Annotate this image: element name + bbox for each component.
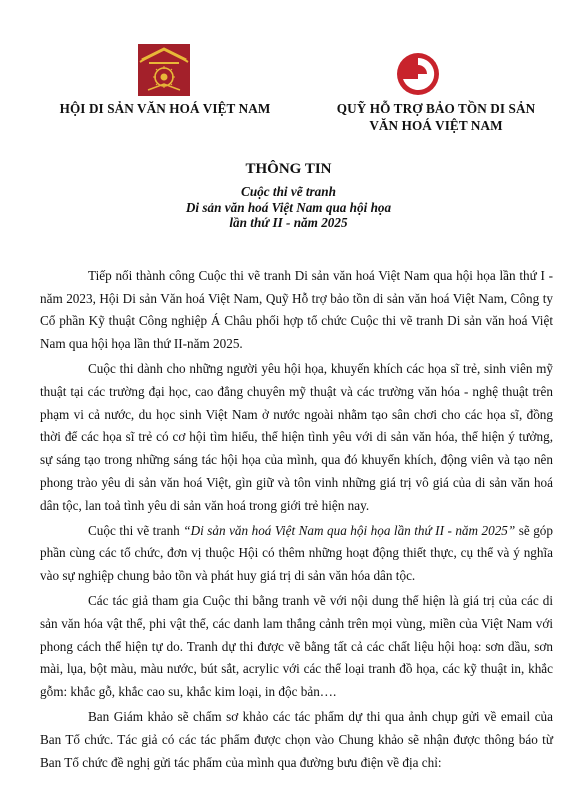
right-organization-line-2: VĂN HOÁ VIỆT NAM [369,118,503,133]
paragraph-1: Tiếp nối thành công Cuộc thi vẽ tranh Di sản văn hoá Việt Nam qua hội họa lần thứ I - năm 2023, Hội Di sản Văn hoá Việt Nam, Quỹ Hỗ trợ bảo tồn di sản văn hoá Việt Nam, Công ty Cổ phần Kỹ thuật Công nghiệp Á Châu phối hợp tổ chức Cuộc thi vẽ tranh Di sản văn hoá Việt Nam qua hội họa lần thứ II-năm 2025. [40,268,553,352]
contest-name-italic: “Di sản văn hoá Việt Nam qua hội họa lần thứ II - năm 2025” [183,522,516,538]
paragraph-3-start: Cuộc thi vẽ tranh [88,522,184,538]
document-title: THÔNG TIN [245,161,332,177]
paragraph-4: Các tác giả tham gia Cuộc thi bằng tranh vẽ với nội dung thể hiện là giá trị của các di sản văn hóa vật thể, phi vật thể, các danh lam thắng cảnh trên mọi vùng, miền của Việt Nam với phong cách thể hiện tự do. Tranh dự thi được vẽ bằng tất cả các chất liệu hội hoạ: sơn dầu, sơn mài, lụa, bột màu, màu nước, bút sắt, acrylic với các thể loại tranh đồ họa, các kỹ thuật in, khắc gỗm: khắc gỗ, khắc cao su, khắc kim loại, in độc bản…. [40,593,553,700]
left-organization-name: HỘI DI SẢN VĂN HOÁ VIỆT NAM [59,101,271,116]
document-subtitle [0,184,577,231]
paragraph-5: Ban Giám khảo sẽ chấm sơ khảo các tác phẩm dự thi qua ảnh chụp gửi về email của Ban Tổ chức. Tác giả có các tác phẩm được chọn vào Chung khảo sẽ nhận được thông báo từ Ban Tổ chức đề nghị gửi tác phẩm của mình qua đường bưu điện về địa chỉ: [40,709,553,770]
document-body [40,265,553,774]
right-organization-name [312,100,560,134]
subtitle-line-3: lần thứ II - năm 2025 [229,215,348,230]
subtitle-line-2: Di sản văn hoá Việt Nam qua hội họa [185,199,392,215]
subtitle-line-1: Cuộc thi vẽ tranh [241,184,336,199]
right-organization-line-1: QUỸ HỖ TRỢ BẢO TỒN DI SẢN [336,101,536,116]
heritage-association-logo-icon [138,44,190,96]
paragraph-3 [40,520,553,588]
paragraph-2: Cuộc thi dành cho những người yêu hội họa, khuyến khích các họa sĩ trẻ, sinh viên mỹ thuật tại các trường đại học, cao đẳng chuyên mỹ thuật và các trường văn hóa - nghệ thuật trên phạm vi cả nước, du học sinh Việt Nam ở nước ngoài nhằm tạo sân chơi cho các họa sĩ, đồng thời để các họa sĩ trẻ có cơ hội tìm hiểu, thể hiện tình yêu với di sản văn hóa, thể hiện ý tưởng, sự sáng tạo trong những sáng tác hội họa của mình, qua đó khuyến khích, động viên và tạo nên phong trào yêu di sản văn hoá Việt, gìn giữ và tôn vinh những giá trị vô giá của di sản văn hoá dân tộc, lan toả tình yêu di sản văn hoá trong giới trẻ hiện nay. [40,361,553,513]
paragraph-3-end: sẽ góp phần cùng các tổ chức, đơn vị thuộc Hội có thêm những hoạt động thiết thực, cụ thể và ý nghĩa vào sự nghiệp chung bảo tồn và phát huy giá trị di sản văn hóa dân tộc. [40,522,553,584]
heritage-fund-logo-icon [396,52,440,96]
